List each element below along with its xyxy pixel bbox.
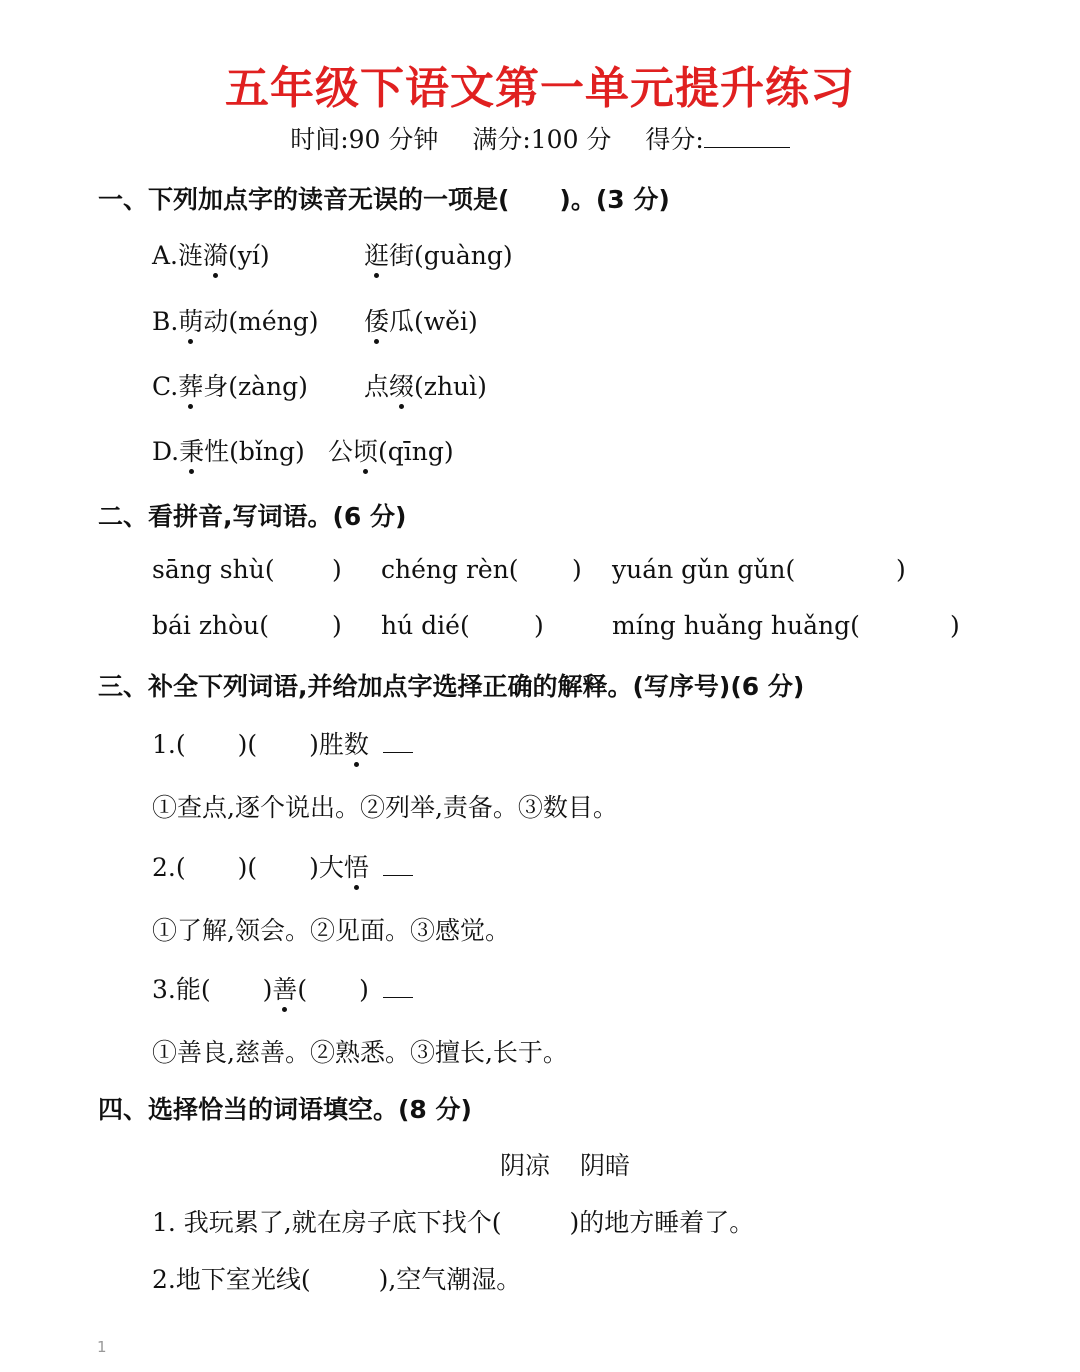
dotted-char: 葬 [178,367,203,403]
score-label: 得分: [645,125,704,154]
q3-item-3-choices: ①善良,慈善。②熟悉。③擅长,长于。 [152,1038,568,1067]
dotted-char: 倭 [364,302,389,338]
answer-blank[interactable] [383,979,413,998]
paren-close[interactable]: ) [332,555,342,584]
pinyin-item: sāng shù( [152,555,275,584]
q1-option-a-word2: 逛街(guàng) [364,236,513,272]
q2-heading: 二、看拼音,写词语。(6 分) [98,502,407,531]
paren-close[interactable]: ) [950,611,960,640]
q3-heading: 三、补全下列词语,并给加点字选择正确的解释。(写序号)(6 分) [98,672,805,701]
q1-option-b[interactable]: B.萌动(méng) [152,302,318,338]
q3-item-2-choices: ①了解,领会。②见面。③感觉。 [152,916,510,945]
dotted-char: 顷 [353,432,378,468]
paren-close[interactable]: ) [534,611,544,640]
q4-sentence-1[interactable]: 1. 我玩累了,就在房子底下找个( )的地方睡着了。 [152,1208,755,1237]
exam-meta [0,120,1080,156]
pinyin-item: míng huǎng huǎng( [612,611,860,640]
dotted-char: 数 [344,725,369,761]
page-title: 五年级下语文第一单元提升练习 [225,63,855,114]
pinyin-item: bái zhòu( [152,611,270,640]
paren-close[interactable]: ) [896,555,906,584]
q4-heading: 四、选择恰当的词语填空。(8 分) [98,1095,472,1124]
full-score: 满分:100 分 [472,125,612,154]
dotted-char: 秉 [179,432,204,468]
q1-option-c-word2: 点缀(zhuì) [364,367,487,403]
pinyin-item: yuán gǔn gǔn( [612,555,796,584]
pinyin-item: hú dié( [381,611,470,640]
dotted-char: 缀 [389,367,414,403]
q1-option-d[interactable]: D.秉性(bǐng) [152,432,305,468]
paren-close[interactable]: ) [332,611,342,640]
q1-heading: 一、下列加点字的读音无误的一项是( )。(3 分) [98,185,670,214]
dotted-char: 悟 [344,848,369,884]
q1-option-b-word2: 倭瓜(wěi) [364,302,478,338]
dotted-char: 漪 [203,236,228,272]
dotted-char: 逛 [364,236,389,272]
q3-item-1-choices: ①查点,逐个说出。②列举,责备。③数目。 [152,793,618,822]
q3-item-1[interactable]: 1.( )( )胜数 [152,725,413,761]
score-blank[interactable] [704,125,790,148]
word-option: 阴凉 [500,1151,551,1180]
word-option: 阴暗 [580,1151,631,1180]
q1-option-a[interactable]: A.涟漪(yí) [152,236,270,272]
page-number: 1 [97,1338,107,1356]
q3-item-2[interactable]: 2.( )( )大悟 [152,848,413,884]
q3-item-3[interactable]: 3.能( )善( ) [152,970,413,1006]
answer-blank[interactable] [383,734,413,753]
q1-option-d-word2: 公顷(qīng) [328,432,454,468]
pinyin-item: chéng rèn( [381,555,519,584]
q1-option-c[interactable]: C.葬身(zàng) [152,367,308,403]
q4-sentence-2[interactable]: 2.地下室光线( ),空气潮湿。 [152,1265,522,1294]
paren-close[interactable]: ) [572,555,582,584]
time-limit: 时间:90 分钟 [290,125,439,154]
dotted-char: 萌 [178,302,203,338]
answer-blank[interactable] [383,857,413,876]
dotted-char: 善 [272,970,297,1006]
